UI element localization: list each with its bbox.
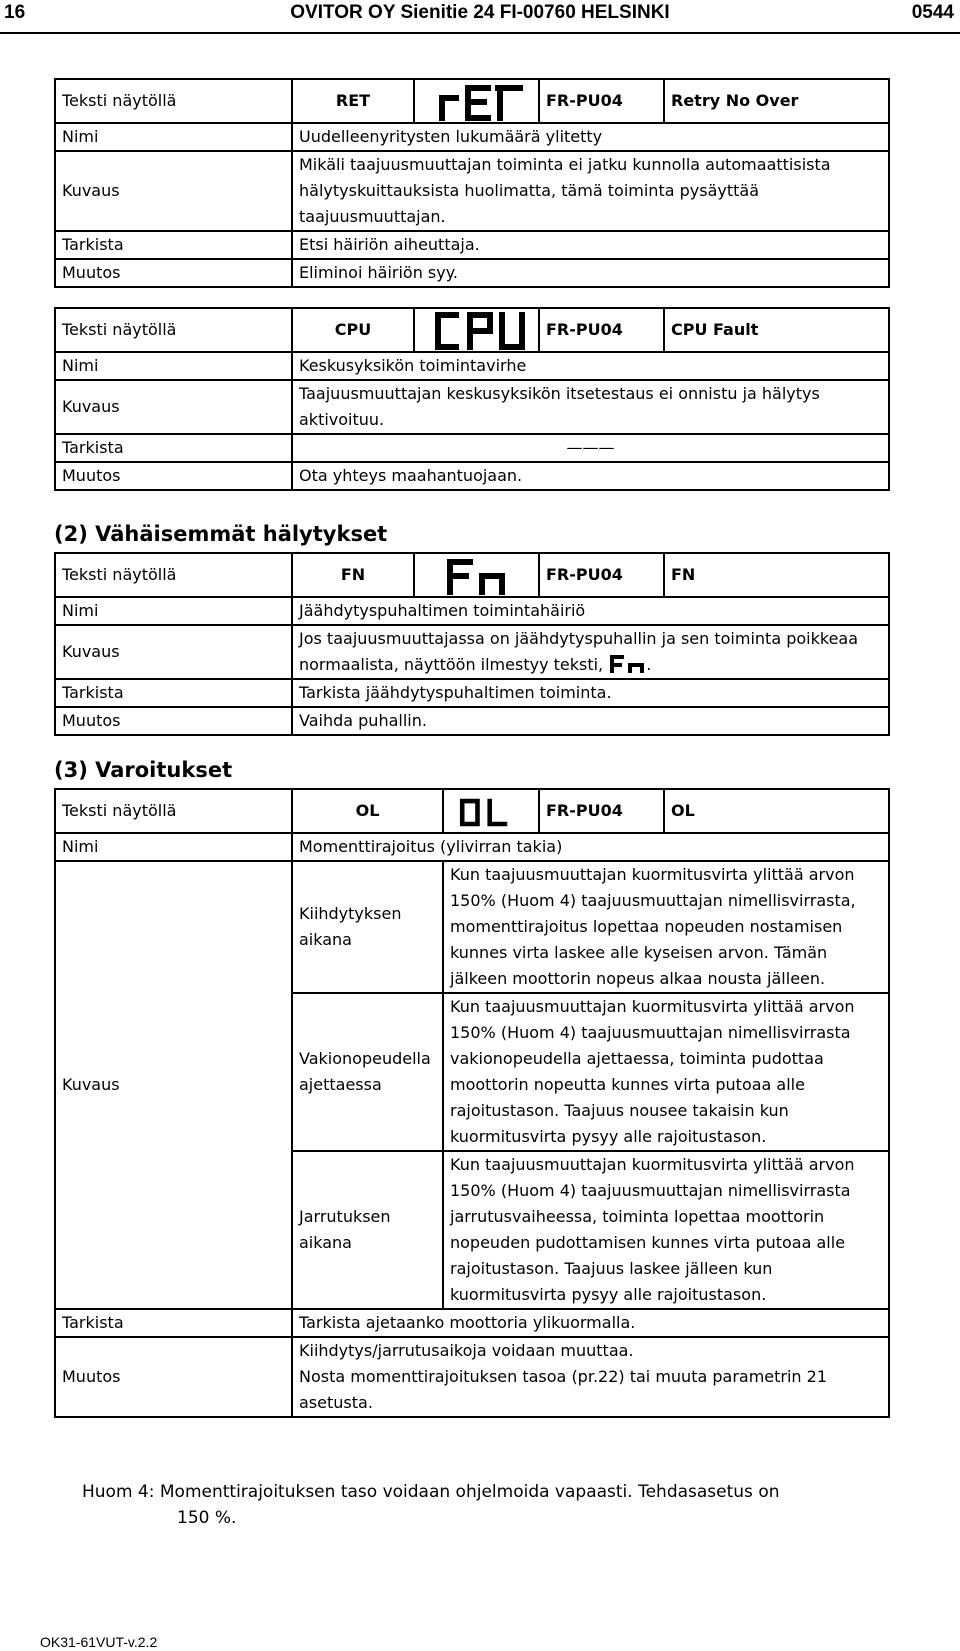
alarm-desc-end: . bbox=[646, 655, 652, 674]
alarm-name: Keskusyksikön toimintavirhe bbox=[292, 352, 889, 380]
label-check: Tarkista bbox=[55, 434, 292, 462]
segment-display bbox=[414, 553, 539, 597]
label-display: Teksti näytöllä bbox=[55, 308, 292, 352]
label-fix: Muutos bbox=[55, 259, 292, 287]
label-fix: Muutos bbox=[55, 707, 292, 735]
footnote-line1: Huom 4: Momenttirajoituksen taso voidaan ohjelmoida vapaasti. Tehdasasetus on bbox=[82, 1482, 780, 1502]
condition-accel-label: Kiihdytyksen aikana bbox=[292, 861, 443, 993]
company-address: OVITOR OY Sienitie 24 FI-00760 HELSINKI bbox=[290, 2, 670, 23]
footnote bbox=[82, 1479, 882, 1531]
display-code: OL bbox=[292, 789, 443, 833]
page-number: 16 bbox=[4, 2, 26, 23]
alarm-table-ret bbox=[54, 78, 890, 288]
panel-model: FR-PU04 bbox=[539, 79, 664, 123]
condition-const-label: Vakionopeudella ajettaessa bbox=[292, 993, 443, 1151]
display-code: RET bbox=[292, 79, 414, 123]
panel-model: FR-PU04 bbox=[539, 789, 664, 833]
alarm-fix: Vaihda puhallin. bbox=[292, 707, 889, 735]
label-fix: Muutos bbox=[55, 462, 292, 490]
alarm-name: Momenttirajoitus (ylivirran takia) bbox=[292, 833, 889, 861]
label-name: Nimi bbox=[55, 123, 292, 151]
label-display: Teksti näytöllä bbox=[55, 79, 292, 123]
seven-segment-fn-inline-icon bbox=[608, 654, 646, 674]
alarm-name: Uudelleenyritysten lukumäärä ylitetty bbox=[292, 123, 889, 151]
label-desc: Kuvaus bbox=[55, 380, 292, 434]
alarm-name: Jäähdytyspuhaltimen toimintahäiriö bbox=[292, 597, 889, 625]
alarm-check: Tarkista ajetaanko moottoria ylikuormalla. bbox=[292, 1309, 889, 1337]
label-name: Nimi bbox=[55, 833, 292, 861]
alarm-fix-line1: Kiihdytys/jarrutusaikoja voidaan muuttaa. bbox=[299, 1341, 634, 1360]
condition-const-text: Kun taajuusmuuttajan kuormitusvirta ylittää arvon 150% (Huom 4) taajuusmuuttajan nimellisvirrasta vakionopeudella ajettaessa, toiminta pudottaa moottorin nopeutta kunnes virta putoaa alle rajoitustason. Taajuus nousee takaisin kun kuormitusvirta pysyy alle rajoitustason. bbox=[443, 993, 889, 1151]
seven-segment-ol-icon bbox=[450, 790, 534, 832]
condition-brake-label: Jarrutuksen aikana bbox=[292, 1151, 443, 1309]
label-desc: Kuvaus bbox=[55, 151, 292, 231]
label-check: Tarkista bbox=[55, 231, 292, 259]
alarm-fix-line2: Nosta momenttirajoituksen tasoa (pr.22) tai muuta parametrin 21 asetusta. bbox=[299, 1367, 828, 1412]
alarm-check: Etsi häiriön aiheuttaja. bbox=[292, 231, 889, 259]
panel-text: CPU Fault bbox=[664, 308, 889, 352]
panel-model: FR-PU04 bbox=[539, 308, 664, 352]
segment-display bbox=[414, 308, 539, 352]
footnote-line2: 150 %. bbox=[177, 1508, 237, 1528]
doc-code: 0544 bbox=[911, 2, 954, 23]
segment-display bbox=[414, 79, 539, 123]
label-display: Teksti näytöllä bbox=[55, 789, 292, 833]
alarm-desc-text: Jos taajuusmuuttajassa on jäähdytyspuhallin ja sen toiminta poikkeaa normaalista, näyttöön ilmestyy teksti, bbox=[299, 629, 859, 674]
seven-segment-cpu-icon bbox=[422, 309, 532, 351]
alarm-desc: Taajuusmuuttajan keskusyksikön itsetestaus ei onnistu ja hälytys aktivoituu. bbox=[292, 380, 889, 434]
alarm-desc bbox=[292, 625, 889, 679]
alarm-fix: Ota yhteys maahantuojaan. bbox=[292, 462, 889, 490]
page-header bbox=[0, 0, 960, 34]
label-display: Teksti näytöllä bbox=[55, 553, 292, 597]
alarm-table-fn bbox=[54, 552, 890, 736]
label-desc: Kuvaus bbox=[55, 861, 292, 1309]
alarm-fix bbox=[292, 1337, 889, 1417]
seven-segment-fn-icon bbox=[422, 554, 532, 596]
section-heading-warnings: (3) Varoitukset bbox=[54, 758, 233, 782]
alarm-table-cpu bbox=[54, 307, 890, 491]
alarm-check: Tarkista jäähdytyspuhaltimen toiminta. bbox=[292, 679, 889, 707]
label-desc: Kuvaus bbox=[55, 625, 292, 679]
document-version: OK31-61VUT-v.2.2 bbox=[40, 1634, 158, 1650]
label-check: Tarkista bbox=[55, 679, 292, 707]
panel-text: OL bbox=[664, 789, 889, 833]
panel-text: FN bbox=[664, 553, 889, 597]
condition-brake-text: Kun taajuusmuuttajan kuormitusvirta ylittää arvon 150% (Huom 4) taajuusmuuttajan nimellisvirrasta jarrutusvaiheessa, toiminta lopettaa moottorin nopeuden pudottamisen kunnes virta putoaa alle rajoitustason. Taajuus laskee jälleen kun kuormitusvirta pysyy alle rajoitustason. bbox=[443, 1151, 889, 1309]
display-code: CPU bbox=[292, 308, 414, 352]
alarm-fix: Eliminoi häiriön syy. bbox=[292, 259, 889, 287]
display-code: FN bbox=[292, 553, 414, 597]
segment-display bbox=[443, 789, 539, 833]
label-fix: Muutos bbox=[55, 1337, 292, 1417]
alarm-desc: Mikäli taajuusmuuttajan toiminta ei jatku kunnolla automaattisista hälytyskuittauksista huolimatta, tämä toiminta pysäyttää taajuusmuuttajan. bbox=[292, 151, 889, 231]
seven-segment-ret-icon bbox=[422, 80, 532, 122]
section-heading-minor-alarms: (2) Vähäisemmät hälytykset bbox=[54, 522, 388, 546]
label-name: Nimi bbox=[55, 597, 292, 625]
label-name: Nimi bbox=[55, 352, 292, 380]
alarm-table-ol bbox=[54, 788, 890, 1418]
panel-text: Retry No Over bbox=[664, 79, 889, 123]
condition-accel-text: Kun taajuusmuuttajan kuormitusvirta ylittää arvon 150% (Huom 4) taajuusmuuttajan nimellisvirrasta, momenttirajoitus lopettaa nopeuden nostamisen kunnes virta laskee alle kyseisen arvon. Tämän jälkeen moottorin nopeus alkaa nousta jälleen. bbox=[443, 861, 889, 993]
alarm-check: ——— bbox=[292, 434, 889, 462]
panel-model: FR-PU04 bbox=[539, 553, 664, 597]
label-check: Tarkista bbox=[55, 1309, 292, 1337]
